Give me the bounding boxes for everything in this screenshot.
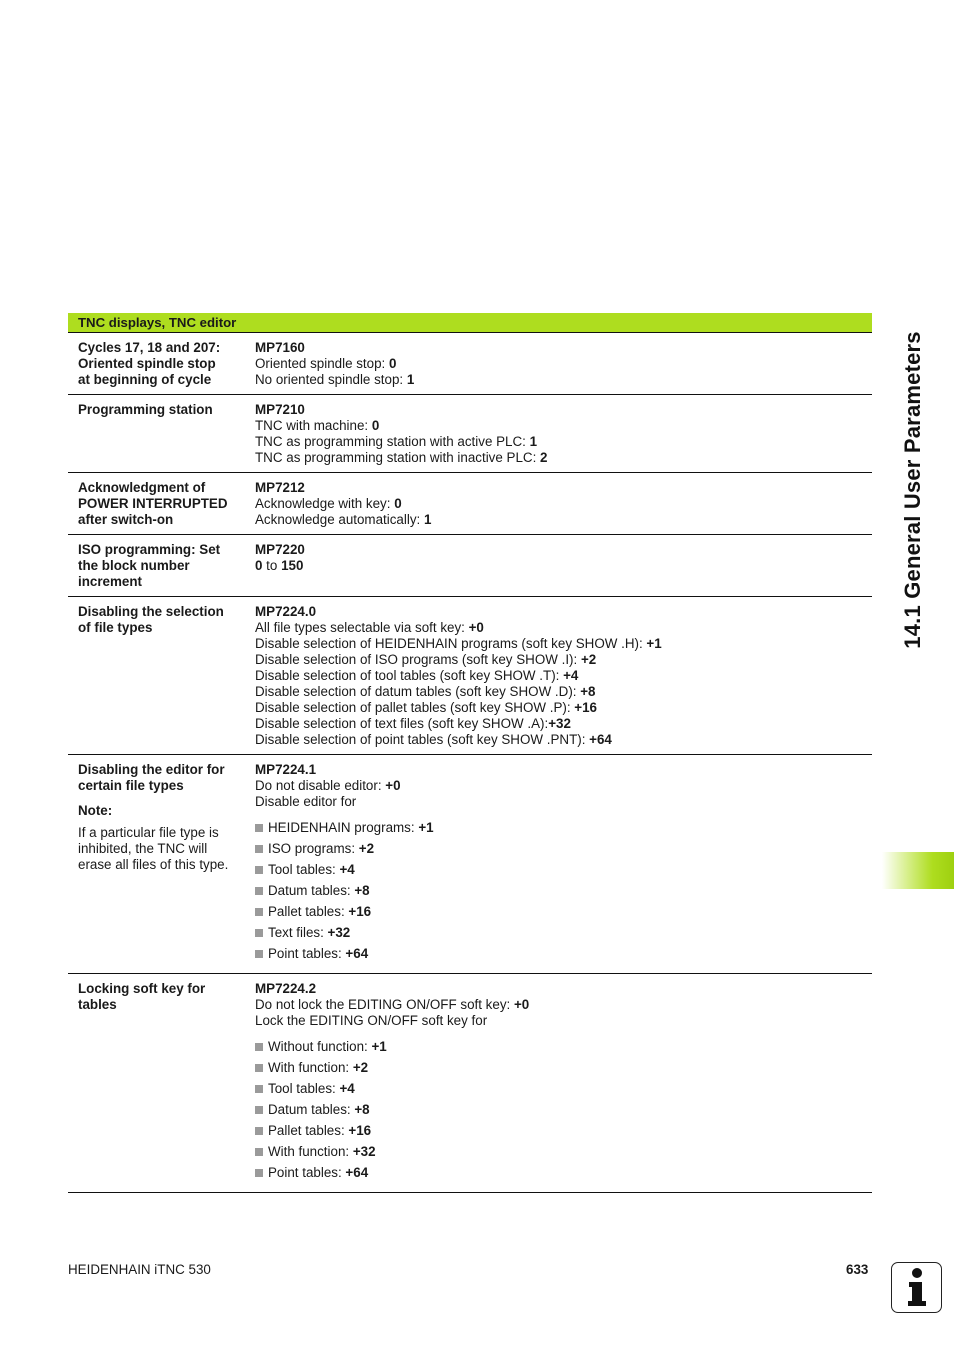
value-code: +32 [327, 925, 351, 940]
parameter-label [68, 402, 255, 466]
value-code: +4 [339, 1081, 355, 1096]
parameter-values [255, 981, 872, 1186]
value-text: TNC as programming station with inactive PLC: [255, 450, 541, 465]
range-to: 150 [281, 558, 304, 573]
value-code: +16 [574, 700, 597, 715]
value-text: Tool tables: [268, 862, 340, 877]
chapter-title-text: 14.1 General User Parameters [900, 331, 925, 649]
label-line: the block number [78, 558, 190, 573]
machine-parameter-id: MP7220 [255, 542, 305, 557]
value-text: With function: [268, 1060, 353, 1075]
value-text: Disable selection of pallet tables (soft key SHOW .P): [255, 700, 575, 715]
list-item [255, 1039, 872, 1060]
value-code: +2 [358, 841, 375, 856]
value-text: Acknowledge with key: [255, 496, 395, 511]
value-code: +1 [646, 636, 662, 651]
value-range [255, 558, 872, 574]
value-text: Disable selection of tool tables (soft key SHOW .T): [255, 668, 564, 683]
table-body [68, 333, 872, 1193]
value-text: Disable selection of point tables (soft key SHOW .PNT): [255, 732, 590, 747]
value-code: +8 [580, 684, 596, 699]
machine-parameter-id: MP7210 [255, 402, 305, 417]
value-code: 1 [423, 512, 432, 527]
list-item [255, 1165, 872, 1186]
parameter-values [255, 480, 872, 528]
square-bullet-icon [255, 908, 263, 916]
list-item [255, 946, 872, 967]
value-code: +4 [563, 668, 579, 683]
range-word: to [262, 558, 282, 573]
note-line: erase all files of this type. [78, 857, 229, 872]
machine-parameter-id: MP7224.0 [255, 604, 317, 619]
value-code: +8 [354, 883, 370, 898]
parameter-values [255, 340, 872, 388]
value-line [255, 732, 872, 748]
square-bullet-icon [255, 1148, 263, 1156]
square-bullet-icon [255, 929, 263, 937]
value-text: HEIDENHAIN programs: [268, 820, 419, 835]
label-line: tables [78, 997, 117, 1012]
table-row [68, 535, 872, 597]
value-line [255, 997, 872, 1013]
parameter-label [68, 480, 255, 528]
value-line [255, 700, 872, 716]
value-text: TNC with machine: [255, 418, 372, 433]
label-line: Locking soft key for [78, 981, 206, 996]
note-line: If a particular file type is [78, 825, 219, 840]
info-icon [891, 1262, 942, 1313]
value-code: +32 [548, 716, 571, 731]
list-item [255, 1102, 872, 1123]
label-line: ISO programming: Set [78, 542, 221, 557]
square-bullet-icon [255, 866, 263, 874]
parameter-values [255, 762, 872, 967]
value-code: 0 [389, 356, 397, 371]
value-text: ISO programs: [268, 841, 359, 856]
list-item [255, 925, 872, 946]
square-bullet-icon [255, 1169, 263, 1177]
value-line [255, 372, 872, 388]
value-text: All file types selectable via soft key: [255, 620, 469, 635]
table-row [68, 333, 872, 395]
value-line [255, 620, 872, 636]
parameter-label [68, 542, 255, 590]
label-line: Cycles 17, 18 and 207: [78, 340, 221, 355]
parameter-label [68, 762, 255, 967]
label-line: increment [78, 574, 142, 589]
table-row [68, 395, 872, 473]
note-line: inhibited, the TNC will [78, 841, 208, 856]
square-bullet-icon [255, 887, 263, 895]
list-item [255, 820, 872, 841]
parameter-values [255, 402, 872, 466]
value-code: +16 [348, 1123, 372, 1138]
value-text: Oriented spindle stop: [255, 356, 389, 371]
label-line: Disabling the editor for [78, 762, 225, 777]
value-text: Pallet tables: [268, 904, 349, 919]
machine-parameter-id: MP7212 [255, 480, 305, 495]
value-line [255, 778, 872, 794]
parameter-table [68, 313, 872, 1193]
value-line [255, 716, 872, 732]
parameter-label [68, 981, 255, 1186]
value-text: With function: [268, 1144, 353, 1159]
value-code: 0 [394, 496, 402, 511]
square-bullet-icon [255, 824, 263, 832]
square-bullet-icon [255, 1064, 263, 1072]
list-item [255, 862, 872, 883]
parameter-values [255, 604, 872, 748]
table-row [68, 755, 872, 974]
table-header: TNC displays, TNC editor [68, 313, 872, 333]
value-code: +0 [468, 620, 484, 635]
value-code: +64 [345, 946, 369, 961]
value-code: +64 [589, 732, 612, 747]
value-line [255, 652, 872, 668]
value-text: Point tables: [268, 1165, 346, 1180]
chapter-side-title [896, 305, 930, 675]
value-line [255, 636, 872, 652]
value-line [255, 450, 872, 466]
value-code: 1 [406, 372, 415, 387]
note-text [78, 825, 255, 873]
value-text: Acknowledge automatically: [255, 512, 424, 527]
label-line: certain file types [78, 778, 184, 793]
machine-parameter-id: MP7160 [255, 340, 305, 355]
value-code: +2 [580, 652, 597, 667]
footer-product-name: HEIDENHAIN iTNC 530 [68, 1262, 211, 1277]
list-item [255, 1144, 872, 1165]
list-item [255, 904, 872, 925]
parameter-label [68, 604, 255, 748]
square-bullet-icon [255, 845, 263, 853]
value-text: Do not disable editor: [255, 778, 386, 793]
list-item [255, 841, 872, 862]
value-text: Disable selection of text files (soft key SHOW .A): [255, 716, 549, 731]
value-text: Lock the EDITING ON/OFF soft key for [255, 1013, 488, 1028]
value-line [255, 1013, 872, 1029]
table-row [68, 473, 872, 535]
value-text: TNC as programming station with active PLC: [255, 434, 530, 449]
label-line: Oriented spindle stop [78, 356, 216, 371]
square-bullet-icon [255, 1085, 263, 1093]
value-line [255, 356, 872, 372]
list-item [255, 1060, 872, 1081]
value-code: +64 [345, 1165, 369, 1180]
value-text: Datum tables: [268, 1102, 355, 1117]
square-bullet-icon [255, 1106, 263, 1114]
square-bullet-icon [255, 950, 263, 958]
label-line: after switch-on [78, 512, 174, 527]
value-code: +32 [352, 1144, 376, 1159]
machine-parameter-id: MP7224.1 [255, 762, 317, 777]
label-line: Acknowledgment of [78, 480, 206, 495]
value-text: Without function: [268, 1039, 372, 1054]
value-code: +1 [371, 1039, 387, 1054]
value-line [255, 418, 872, 434]
value-line [255, 512, 872, 528]
value-code: +8 [354, 1102, 370, 1117]
square-bullet-icon [255, 1127, 263, 1135]
value-text: Pallet tables: [268, 1123, 349, 1138]
label-line: at beginning of cycle [78, 372, 212, 387]
label-line: Programming station [78, 402, 213, 417]
value-code: +0 [385, 778, 401, 793]
value-text: Text files: [268, 925, 328, 940]
value-text: Point tables: [268, 946, 346, 961]
table-row [68, 597, 872, 755]
label-line: POWER INTERRUPTED [78, 496, 228, 511]
machine-parameter-id: MP7224.2 [255, 981, 317, 996]
table-row [68, 974, 872, 1193]
value-text: Disable editor for [255, 794, 357, 809]
label-line: Disabling the selection [78, 604, 224, 619]
value-text: Disable selection of HEIDENHAIN programs (soft key SHOW .H): [255, 636, 647, 651]
value-code: +4 [339, 862, 355, 877]
value-text: Disable selection of ISO programs (soft key SHOW .I): [255, 652, 581, 667]
value-line [255, 684, 872, 700]
value-text: Disable selection of datum tables (soft key SHOW .D): [255, 684, 581, 699]
value-text: No oriented spindle stop: [255, 372, 407, 387]
parameter-values [255, 542, 872, 590]
value-code: +1 [418, 820, 434, 835]
range-from: 0 [255, 558, 263, 573]
value-code: +2 [352, 1060, 369, 1075]
value-text: Datum tables: [268, 883, 355, 898]
value-line [255, 496, 872, 512]
chapter-tab-marker [882, 852, 954, 889]
value-text: Tool tables: [268, 1081, 340, 1096]
square-bullet-icon [255, 1043, 263, 1051]
value-code: 2 [540, 450, 548, 465]
info-icon-graphic [892, 1263, 940, 1311]
label-line: of file types [78, 620, 153, 635]
list-item [255, 1081, 872, 1102]
value-code: 0 [371, 418, 380, 433]
note-title: Note: [78, 803, 113, 818]
value-line [255, 668, 872, 684]
parameter-label [68, 340, 255, 388]
page-number: 633 [846, 1262, 869, 1277]
value-code: +0 [513, 997, 530, 1012]
value-code: 1 [529, 434, 538, 449]
value-code: +16 [348, 904, 372, 919]
value-text: Do not lock the EDITING ON/OFF soft key: [255, 997, 514, 1012]
option-list [255, 820, 872, 967]
list-item [255, 1123, 872, 1144]
option-list [255, 1039, 872, 1186]
list-item [255, 883, 872, 904]
value-line [255, 794, 872, 810]
value-line [255, 434, 872, 450]
